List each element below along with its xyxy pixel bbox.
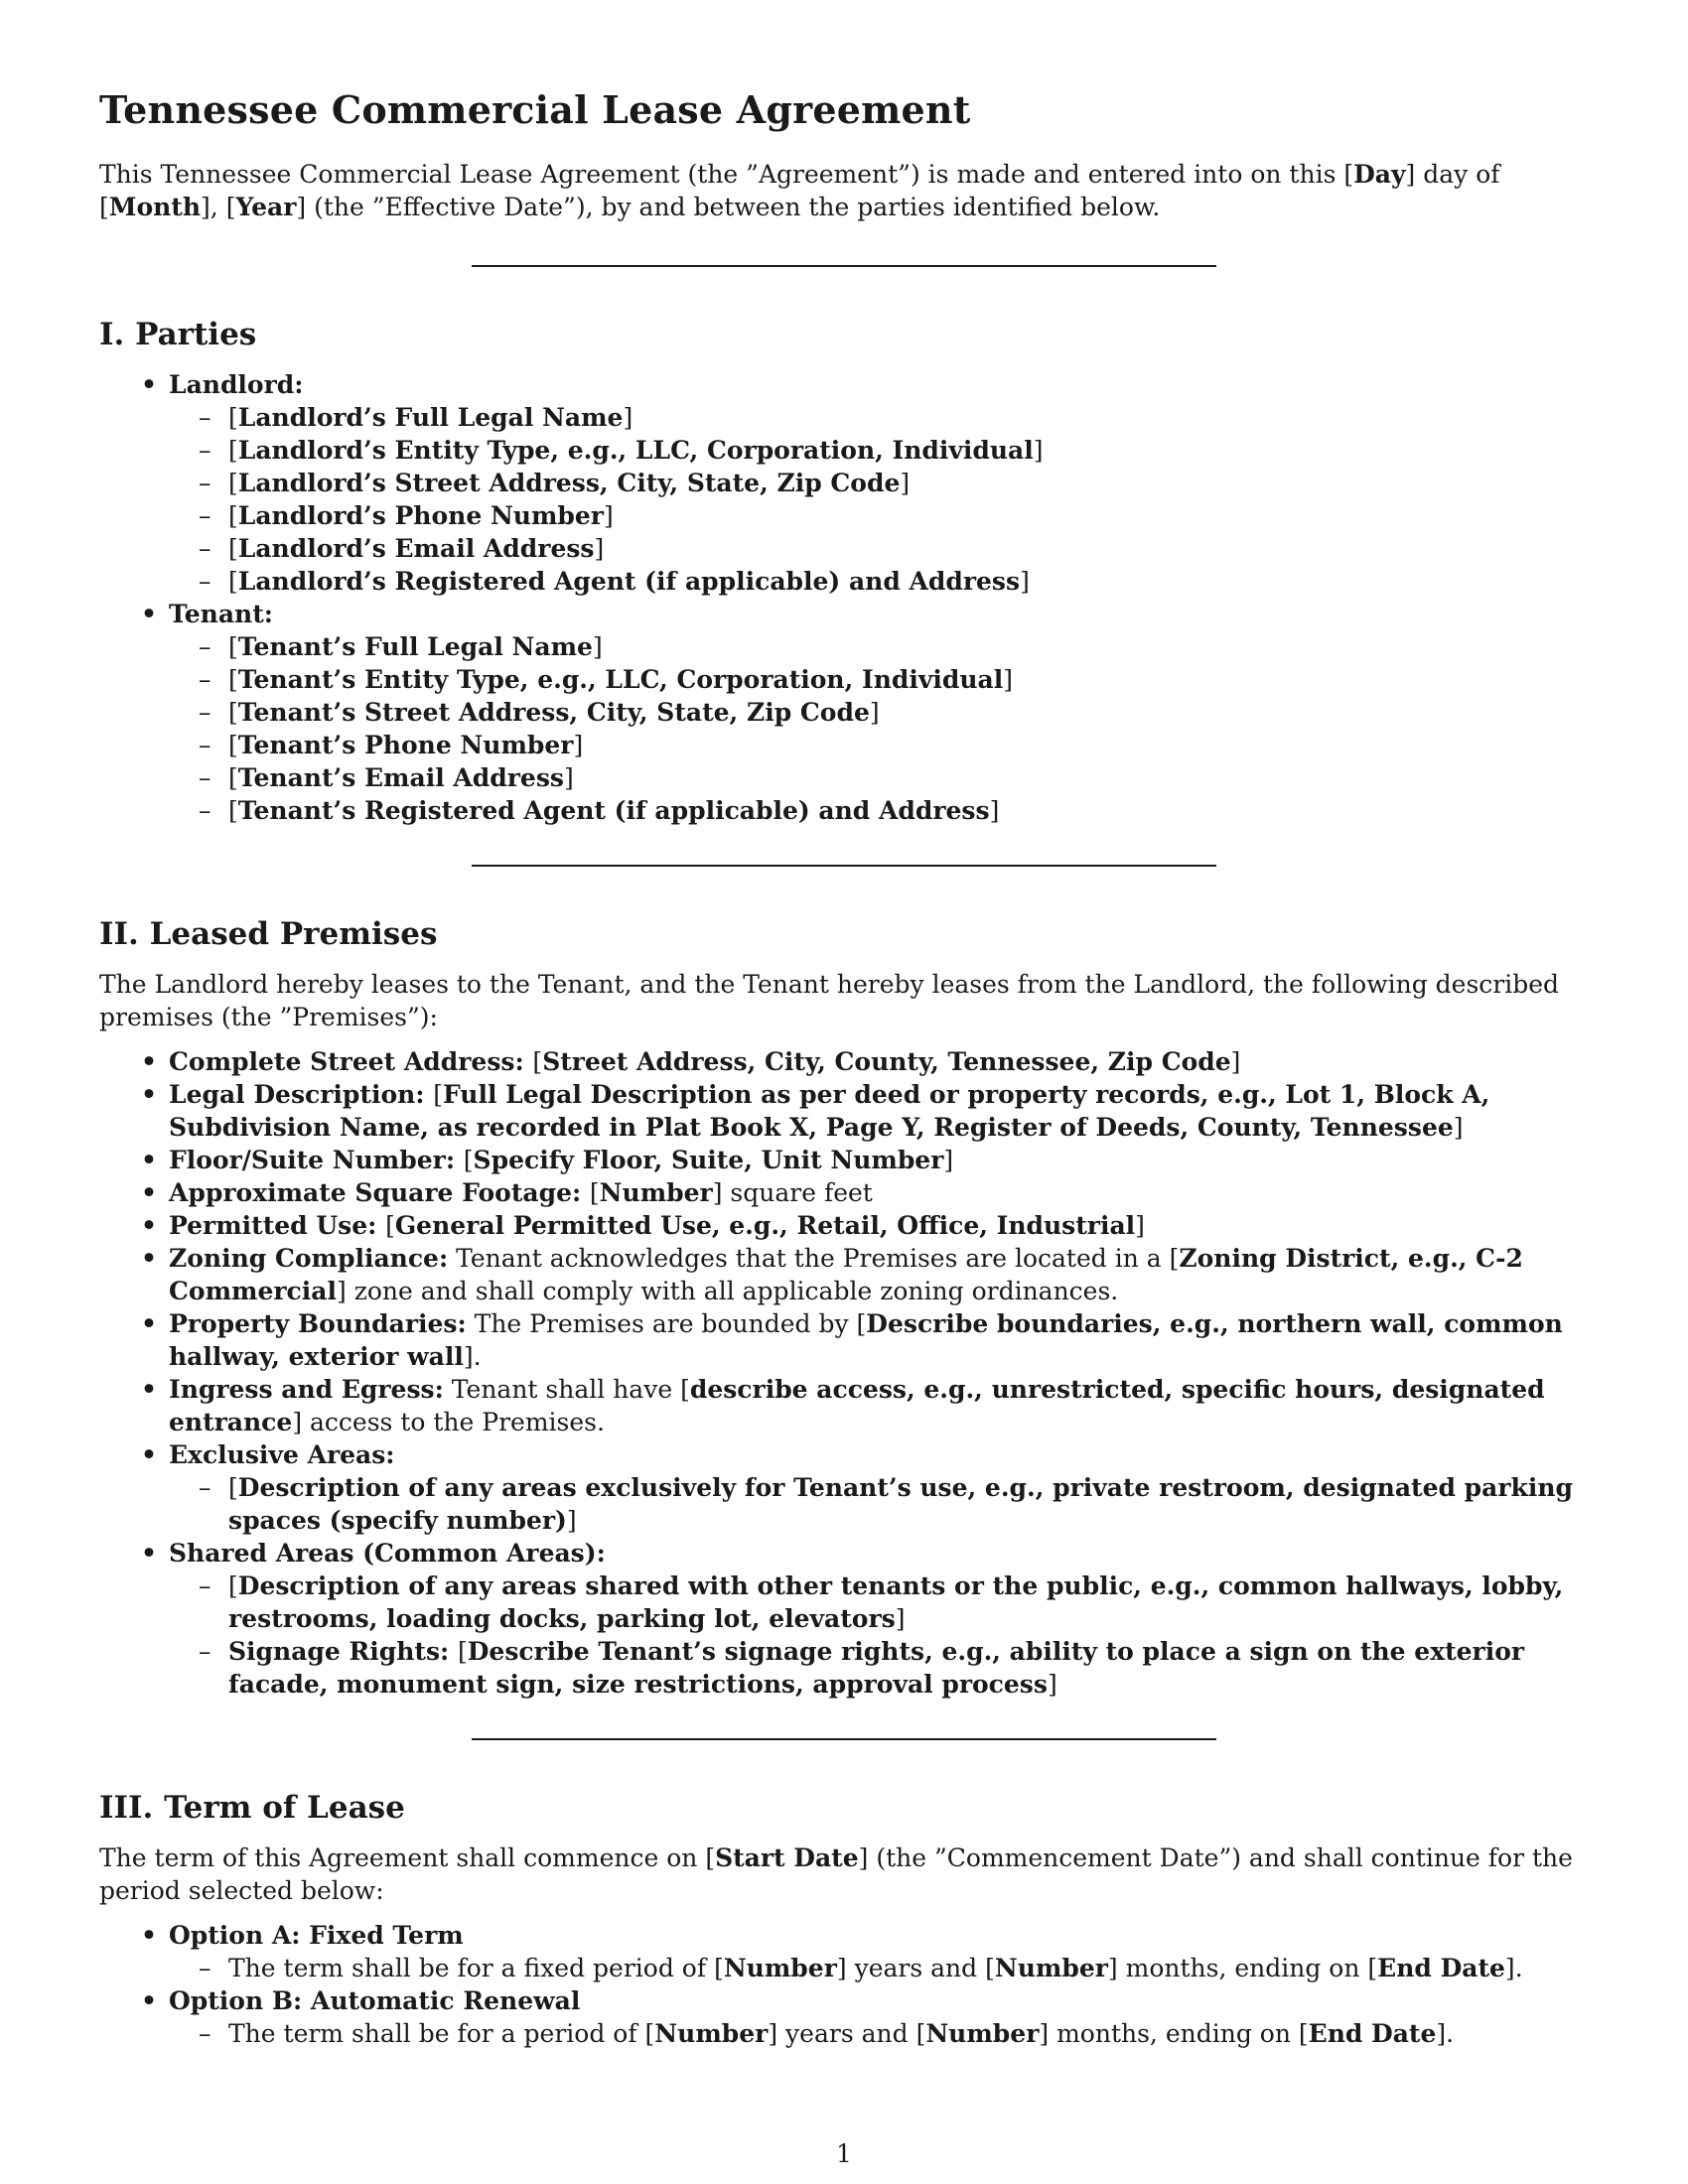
list-item: • Legal Description: [Full Legal Description as per deed or property records, e.g., Lot 1, Block A, Subdivision Name, as recorded in Plat Book X, Page Y, Register of Deeds, County, Tennessee] — [141, 1080, 1490, 1142]
tenant-item: • Tenant: – [Tenant’s Full Legal Name] – [Tenant’s Entity Type, e.g., LLC, Corporation, Individual] – [Tenant’s Street Address, City, State, Zip Code] – [Tenant’s Phone Number] – [Tenant’s Email Address] – [Tenant’s Registered Agent (if applicable) and Address] — [99, 598, 1589, 827]
term-options-list — [99, 1919, 1589, 2050]
bullet-icon: • — [141, 1244, 157, 1273]
bullet-icon: • — [141, 370, 157, 399]
list-item: – Signage Rights: [Describe Tenant’s signage rights, e.g., ability to place a sign on the exterior facade, monument sign, size restrictions, approval process] — [199, 1637, 1525, 1699]
list-item: • Complete Street Address: [Street Address, City, County, Tennessee, Zip Code] — [141, 1047, 1241, 1076]
parties-list — [99, 368, 1589, 827]
list-item: – The term shall be for a fixed period of [Number] years and [Number] months, ending on [End Date]. — [199, 1954, 1523, 1982]
list-item: – [Tenant’s Email Address] — [199, 763, 574, 792]
bullet-icon: • — [141, 1146, 157, 1174]
section-divider — [472, 865, 1216, 867]
bullet-icon: • — [141, 1539, 157, 1568]
list-item: • Ingress and Egress: Tenant shall have [describe access, e.g., unrestricted, specific hours, designated entrance] access to the Premises. — [141, 1375, 1545, 1436]
list-item: – [Tenant’s Street Address, City, State, Zip Code] — [199, 698, 880, 727]
section-divider — [472, 265, 1216, 267]
bullet-icon: • — [141, 1080, 157, 1109]
landlord-details — [169, 401, 1589, 598]
list-item: – [Description of any areas shared with other tenants or the public, e.g., common hallways, lobby, restrooms, loading docks, parking lot, elevators] — [199, 1571, 1564, 1633]
list-item: – [Landlord’s Street Address, City, State, Zip Code] — [199, 469, 911, 497]
bullet-icon: • — [141, 1986, 157, 2015]
list-item: • Approximate Square Footage: [Number] square feet — [141, 1178, 873, 1207]
document-title: Tennessee Commercial Lease Agreement — [99, 87, 971, 132]
bullet-icon: • — [141, 1375, 157, 1404]
bullet-icon: • — [141, 1309, 157, 1338]
month-placeholder: Month — [108, 193, 202, 221]
section-divider — [472, 1738, 1216, 1740]
landlord-item: • Landlord: – [Landlord’s Full Legal Name] – [Landlord’s Entity Type, e.g., LLC, Corporation, Individual] – [Landlord’s Street Address, City, State, Zip Code] – [Landlord’s Phone Number] – [Landlord’s Email Address] – [Landlord’s Registered Agent (if applicable) and Address] — [99, 368, 1589, 598]
list-item: • Zoning Compliance: Tenant acknowledges that the Premises are located in a [Zoning District, e.g., C-2 Commercial] zone and shall comply with all applicable zoning ordinances. — [141, 1244, 1523, 1305]
year-placeholder: Year — [235, 193, 297, 221]
list-item: – [Tenant’s Registered Agent (if applicable) and Address] — [199, 796, 1000, 825]
bullet-icon: • — [141, 1047, 157, 1076]
premises-list — [99, 1045, 1589, 1701]
document-page — [99, 87, 1589, 2050]
list-item: – [Description of any areas exclusively for Tenant’s use, e.g., private restroom, designated parking spaces (specify number)] — [199, 1473, 1574, 1535]
list-item: – [Landlord’s Email Address] — [199, 534, 605, 563]
exclusive-areas-item: • Exclusive Areas: – [Description of any areas exclusively for Tenant’s use, e.g., private restroom, designated parking spaces (specify number)] — [99, 1438, 1589, 1537]
list-item: – [Landlord’s Entity Type, e.g., LLC, Corporation, Individual] — [199, 436, 1044, 465]
list-item: – [Landlord’s Full Legal Name] — [199, 403, 633, 432]
bullet-icon: • — [141, 1921, 157, 1950]
list-item: – [Landlord’s Phone Number] — [199, 501, 614, 530]
list-item: – [Tenant’s Entity Type, e.g., LLC, Corporation, Individual] — [199, 665, 1014, 694]
term-intro: The term of this Agreement shall commence on [Start Date] (the ”Commencement Date”) and shall continue for the period selected below: — [99, 1843, 1573, 1905]
bullet-icon: • — [141, 1211, 157, 1240]
list-item: – [Tenant’s Phone Number] — [199, 731, 584, 759]
option-a-item: • Option A: Fixed Term – The term shall be for a fixed period of [Number] years and [Number] months, ending on [End Date]. — [99, 1919, 1589, 1984]
list-item: • Permitted Use: [General Permitted Use, e.g., Retail, Office, Industrial] — [141, 1211, 1145, 1240]
intro-paragraph: This Tennessee Commercial Lease Agreement (the ”Agreement”) is made and entered into on this [Day] day of [Month], [Year] (the ”Effective Date”), by and between the parties identified below. — [99, 160, 1500, 221]
page-number: 1 — [836, 2139, 852, 2168]
bullet-icon: • — [141, 1178, 157, 1207]
shared-areas-item: • Shared Areas (Common Areas): – [Description of any areas shared with other tenants or the public, e.g., common hallways, lobby, restrooms, loading docks, parking lot, elevators] – Signage Rights: [Describe Tenant’s signage rights, e.g., ability to place a sign on the exterior facade, monument sign, size restrictions, approval process] — [99, 1537, 1589, 1701]
tenant-details — [169, 630, 1589, 827]
list-item: • Property Boundaries: The Premises are bounded by [Describe boundaries, e.g., northern wall, common hallway, exterior wall]. — [141, 1309, 1563, 1371]
list-item: • Floor/Suite Number: [Specify Floor, Suite, Unit Number] — [141, 1146, 954, 1174]
premises-intro: The Landlord hereby leases to the Tenant, and the Tenant hereby leases from the Landlord, the following described premises (the ”Premises”): — [99, 970, 1560, 1031]
list-item: – [Tenant’s Full Legal Name] — [199, 632, 603, 661]
list-item: – The term shall be for a period of [Number] years and [Number] months, ending on [End Date]. — [199, 2019, 1455, 2048]
list-item: – [Landlord’s Registered Agent (if applicable) and Address] — [199, 567, 1030, 596]
bullet-icon: • — [141, 1440, 157, 1469]
bullet-icon: • — [141, 600, 157, 628]
option-b-item: • Option B: Automatic Renewal – The term shall be for a period of [Number] years and [Number] months, ending on [End Date]. — [99, 1984, 1589, 2050]
day-placeholder: Day — [1353, 160, 1406, 189]
section-heading-term: III. Term of Lease — [99, 1790, 405, 1826]
section-heading-parties: I. Parties — [99, 317, 257, 352]
section-heading-premises: II. Leased Premises — [99, 916, 438, 952]
